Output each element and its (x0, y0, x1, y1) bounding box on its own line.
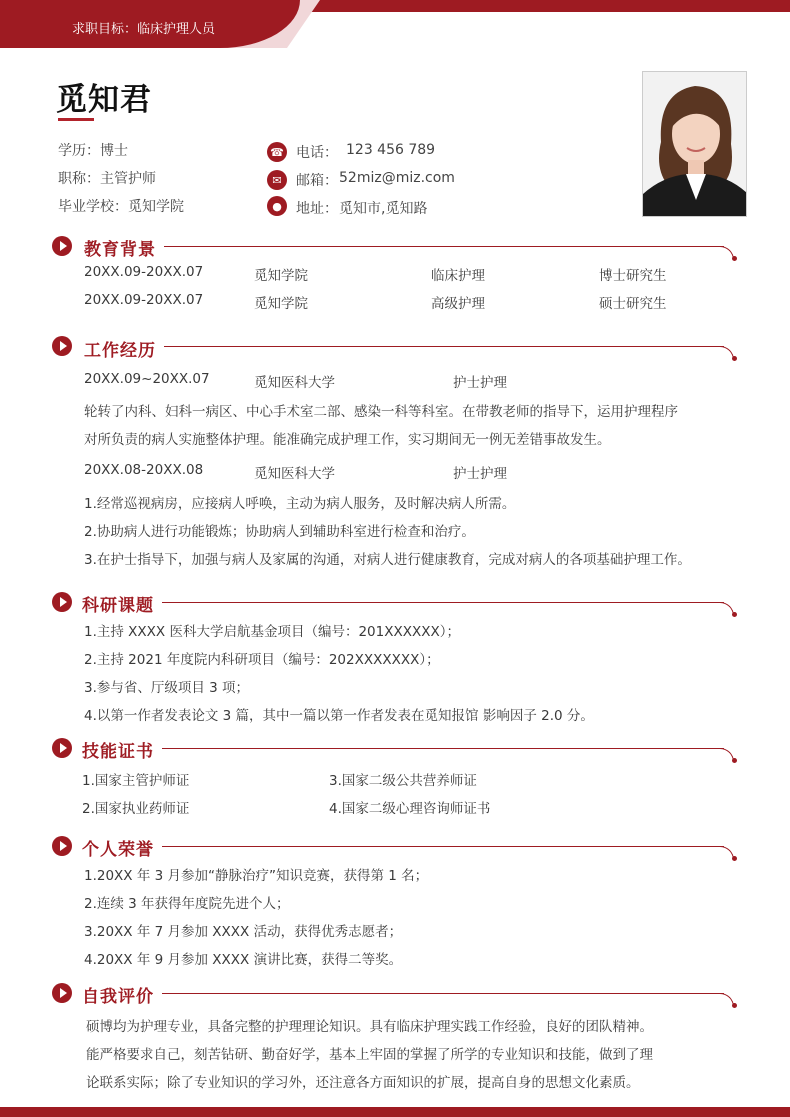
research-item: 4.以第一作者发表论文 3 篇，其中一篇以第一作者发表在觅知报馆 影响因子 2.0 分。 (84, 708, 594, 724)
edu-row-2-date: 20XX.09-20XX.07 (84, 292, 204, 308)
professional-title: 职称：主管护师 (58, 171, 156, 187)
job-2-org: 觅知医科大学 (254, 466, 335, 482)
job-2-desc-line: 1.经常巡视病房，应接病人呼唤，主动为病人服务，及时解决病人所需。 (84, 496, 516, 512)
email-value[interactable]: 52miz@miz.com (339, 170, 455, 186)
section-honors-rule (162, 846, 724, 847)
skill-item: 4.国家二级心理咨询师证书 (329, 801, 491, 817)
skill-item: 3.国家二级公共营养师证 (329, 773, 477, 789)
job-2-role: 护士护理 (453, 466, 507, 482)
honor-item: 1.20XX 年 3 月参加“静脉治疗”知识竞赛，获得第 1 名； (84, 868, 429, 884)
edu-row-1-date: 20XX.09-20XX.07 (84, 264, 204, 280)
section-research-dot (732, 612, 737, 617)
skill-item: 1.国家主管护师证 (82, 773, 190, 789)
research-item: 1.主持 XXXX 医科大学启航基金项目（编号：201XXXXXX）； (84, 624, 460, 640)
name-underline (58, 118, 94, 121)
edu-row-1-degree: 博士研究生 (599, 268, 667, 284)
section-self-icon (52, 983, 72, 1003)
section-work-title: 工作经历 (84, 341, 156, 361)
profile-photo (642, 71, 747, 217)
self-eval-line: 硕博均为护理专业，具备完整的护理理论知识。具有临床护理实践工作经验，良好的团队精神。 (86, 1019, 653, 1035)
section-skills-title: 技能证书 (82, 742, 154, 762)
section-work-rule (164, 346, 724, 347)
section-research-title: 科研课题 (82, 596, 154, 616)
research-item: 3.参与省、厅级项目 3 项； (84, 680, 250, 696)
honor-item: 3.20XX 年 7 月参加 XXXX 活动，获得优秀志愿者； (84, 924, 403, 940)
location-pin-icon: ● (267, 196, 287, 216)
candidate-name: 觅知君 (56, 82, 152, 118)
email-label: 邮箱： (296, 173, 338, 189)
address-value: 觅知市,觅知路 (339, 201, 428, 217)
self-eval-line: 能严格要求自己，刻苦钻研、勤奋好学，基本上牢固的掌握了所学的专业知识和技能，做到了理 (86, 1047, 653, 1063)
job-1-org: 觅知医科大学 (254, 375, 335, 391)
phone-label: 电话： (296, 145, 338, 161)
self-eval-line: 论联系实际；除了专业知识的学习外，还注意各方面知识的扩展，提高自身的思想文化素质。 (86, 1075, 640, 1091)
section-education-icon (52, 236, 72, 256)
job-1-desc-line: 对所负责的病人实施整体护理。能准确完成护理工作，实习期间无一例无差错事故发生。 (84, 432, 611, 448)
section-work-dot (732, 356, 737, 361)
section-work-icon (52, 336, 72, 356)
job-1-date: 20XX.09~20XX.07 (84, 371, 210, 387)
section-self-dot (732, 1003, 737, 1008)
phone-value: 123 456 789 (346, 142, 436, 158)
section-research-icon (52, 592, 72, 612)
section-honors-dot (732, 856, 737, 861)
honor-item: 2.连续 3 年获得年度院先进个人； (84, 896, 290, 912)
address-label: 地址： (296, 201, 338, 217)
job-2-date: 20XX.08-20XX.08 (84, 462, 204, 478)
section-skills-icon (52, 738, 72, 758)
job-target: 求职目标：临床护理人员 (72, 22, 216, 37)
section-honors-title: 个人荣誉 (82, 840, 154, 860)
job-1-role: 护士护理 (453, 375, 507, 391)
section-skills-dot (732, 758, 737, 763)
section-education-dot (732, 256, 737, 261)
section-self-title: 自我评价 (82, 987, 154, 1007)
edu-row-1-school: 觅知学院 (254, 268, 308, 284)
research-item: 2.主持 2021 年度院内科研项目（编号：202XXXXXXX）； (84, 652, 440, 668)
education-level: 学历：博士 (58, 143, 128, 159)
job-2-desc-line: 2.协助病人进行功能锻炼；协助病人到辅助科室进行检查和治疗。 (84, 524, 475, 540)
bottom-accent-bar (0, 1107, 790, 1117)
edu-row-2-school: 觅知学院 (254, 296, 308, 312)
skill-item: 2.国家执业药师证 (82, 801, 190, 817)
section-honors-icon (52, 836, 72, 856)
job-1-desc-line: 轮转了内科、妇科一病区、中心手术室二部、感染一科等科室。在带教老师的指导下，运用护理程序 (84, 404, 678, 420)
section-education-title: 教育背景 (84, 240, 156, 260)
section-self-rule (162, 993, 724, 994)
job-2-desc-line: 3.在护士指导下，加强与病人及家属的沟通，对病人进行健康教育，完成对病人的各项基础护理工作。 (84, 552, 691, 568)
edu-row-2-major: 高级护理 (431, 296, 485, 312)
edu-row-1-major: 临床护理 (431, 268, 485, 284)
mail-icon: ✉ (267, 170, 287, 190)
phone-icon: ☎ (267, 142, 287, 162)
section-skills-rule (162, 748, 724, 749)
graduate-school: 毕业学校：觅知学院 (58, 199, 184, 215)
honor-item: 4.20XX 年 9 月参加 XXXX 演讲比赛，获得二等奖。 (84, 952, 403, 968)
section-research-rule (162, 602, 724, 603)
section-education-rule (164, 246, 724, 247)
edu-row-2-degree: 硕士研究生 (599, 296, 667, 312)
